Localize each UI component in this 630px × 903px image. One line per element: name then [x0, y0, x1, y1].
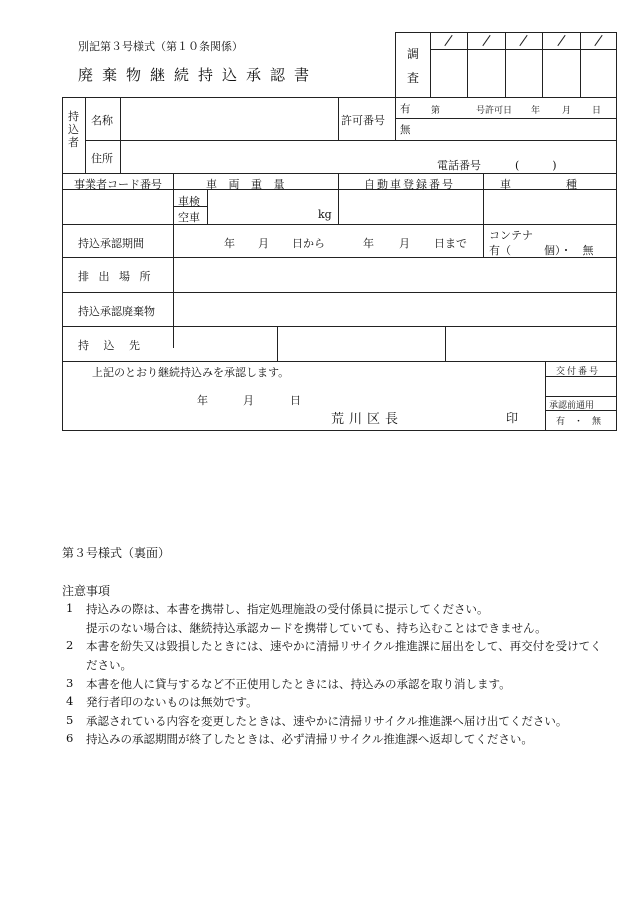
period-year-2: 年	[363, 237, 374, 250]
seal-mark: 印	[506, 411, 519, 425]
period-month-2: 月	[399, 237, 410, 250]
form-title: 廃棄物継続持込承認書	[78, 66, 319, 84]
address-label: 住所	[91, 152, 113, 165]
permit-dai: 第	[431, 106, 441, 116]
note-number: 3	[66, 676, 74, 690]
approval-year: 年	[197, 394, 208, 407]
permit-go-label: 号許可日	[476, 106, 513, 116]
back-heading: 第３号様式（裏面）	[62, 546, 171, 560]
issue-number-label: 交付番号	[556, 367, 601, 377]
shaken-label: 車検	[178, 195, 200, 208]
style-reference: 別記第３号様式（第１０条関係）	[78, 40, 243, 53]
note-text: 持込みの際は、本書を携帯し、指定処理施設の受付係員に提示してください。	[86, 602, 489, 616]
permit-year: 年	[531, 106, 541, 116]
approved-waste-label: 持込承認廃棄物	[78, 305, 155, 318]
note-number: 4	[66, 694, 74, 708]
vehicle-type-label: 車 種	[500, 178, 577, 191]
note-text: 発行者印のないものは無効です。	[86, 695, 258, 709]
permit-no: 無	[400, 124, 411, 136]
note-text: 本書を紛失又は毀損したときには、速やかに清掃リサイクル推進課に届出をして、再交付を受けてく	[86, 639, 602, 653]
mayor-title: 荒川区長	[331, 412, 404, 427]
note-number: 6	[66, 731, 74, 745]
kg-unit: kg	[318, 208, 332, 221]
note-text: 提示のない場合は、継続持込承認カードを携帯していても、持ち込むことはできません。	[86, 621, 547, 635]
approval-statement: 上記のとおり継続持込みを承認します。	[92, 366, 290, 379]
period-until: 日まで	[434, 237, 467, 250]
registration-number-label: 自動車登録番号	[364, 178, 455, 191]
note-number: 5	[66, 713, 74, 727]
name-label: 名称	[91, 114, 113, 127]
empty-vehicle-label: 空車	[178, 211, 200, 224]
business-code-label: 事業者コード番号	[74, 178, 162, 191]
vehicle-weight-label: 車 両 重 量	[206, 178, 289, 191]
period-label: 持込承認期間	[78, 237, 144, 250]
pre-approval-label: 承認前通用	[549, 401, 595, 411]
notes-title: 注意事項	[62, 584, 111, 598]
container-label: コンテナ	[489, 229, 533, 242]
permit-number-label: 許可番号	[341, 114, 385, 127]
inspection-label: 調 査	[407, 47, 420, 85]
note-text: 承認されている内容を変更したときは、速やかに清掃リサイクル推進課へ届け出てください。	[86, 714, 568, 728]
phone-paren: ( )	[515, 159, 557, 172]
permit-yes: 有	[400, 103, 411, 115]
period-month: 月	[258, 237, 269, 250]
permit-day: 日	[592, 106, 602, 116]
note-text: 持込みの承認期間が終了したときは、必ず清掃リサイクル推進課へ返却してください。	[86, 732, 533, 746]
note-number: 1	[66, 601, 74, 615]
pre-approval-choice: 有 ・ 無	[556, 417, 602, 427]
bringer-label: 持 込 者	[68, 110, 79, 149]
approval-month: 月	[243, 394, 254, 407]
approval-day: 日	[290, 394, 301, 407]
main-form-table	[62, 97, 617, 431]
period-year: 年	[224, 237, 235, 250]
period-from: 日から	[292, 237, 325, 250]
container-choice: 有（ 個）・ 無	[489, 244, 594, 257]
destination-label: 持 込 先	[78, 339, 140, 352]
note-text: 本書を他人に貸与するなど不正使用したときには、持込みの承認を取り消します。	[86, 677, 511, 691]
note-number: 2	[66, 638, 74, 652]
note-text: ださい。	[86, 658, 132, 672]
inspection-box	[395, 32, 617, 98]
permit-month: 月	[562, 106, 572, 116]
discharge-location-label: 排 出 場 所	[78, 270, 154, 283]
phone-label: 電話番号	[437, 159, 481, 172]
